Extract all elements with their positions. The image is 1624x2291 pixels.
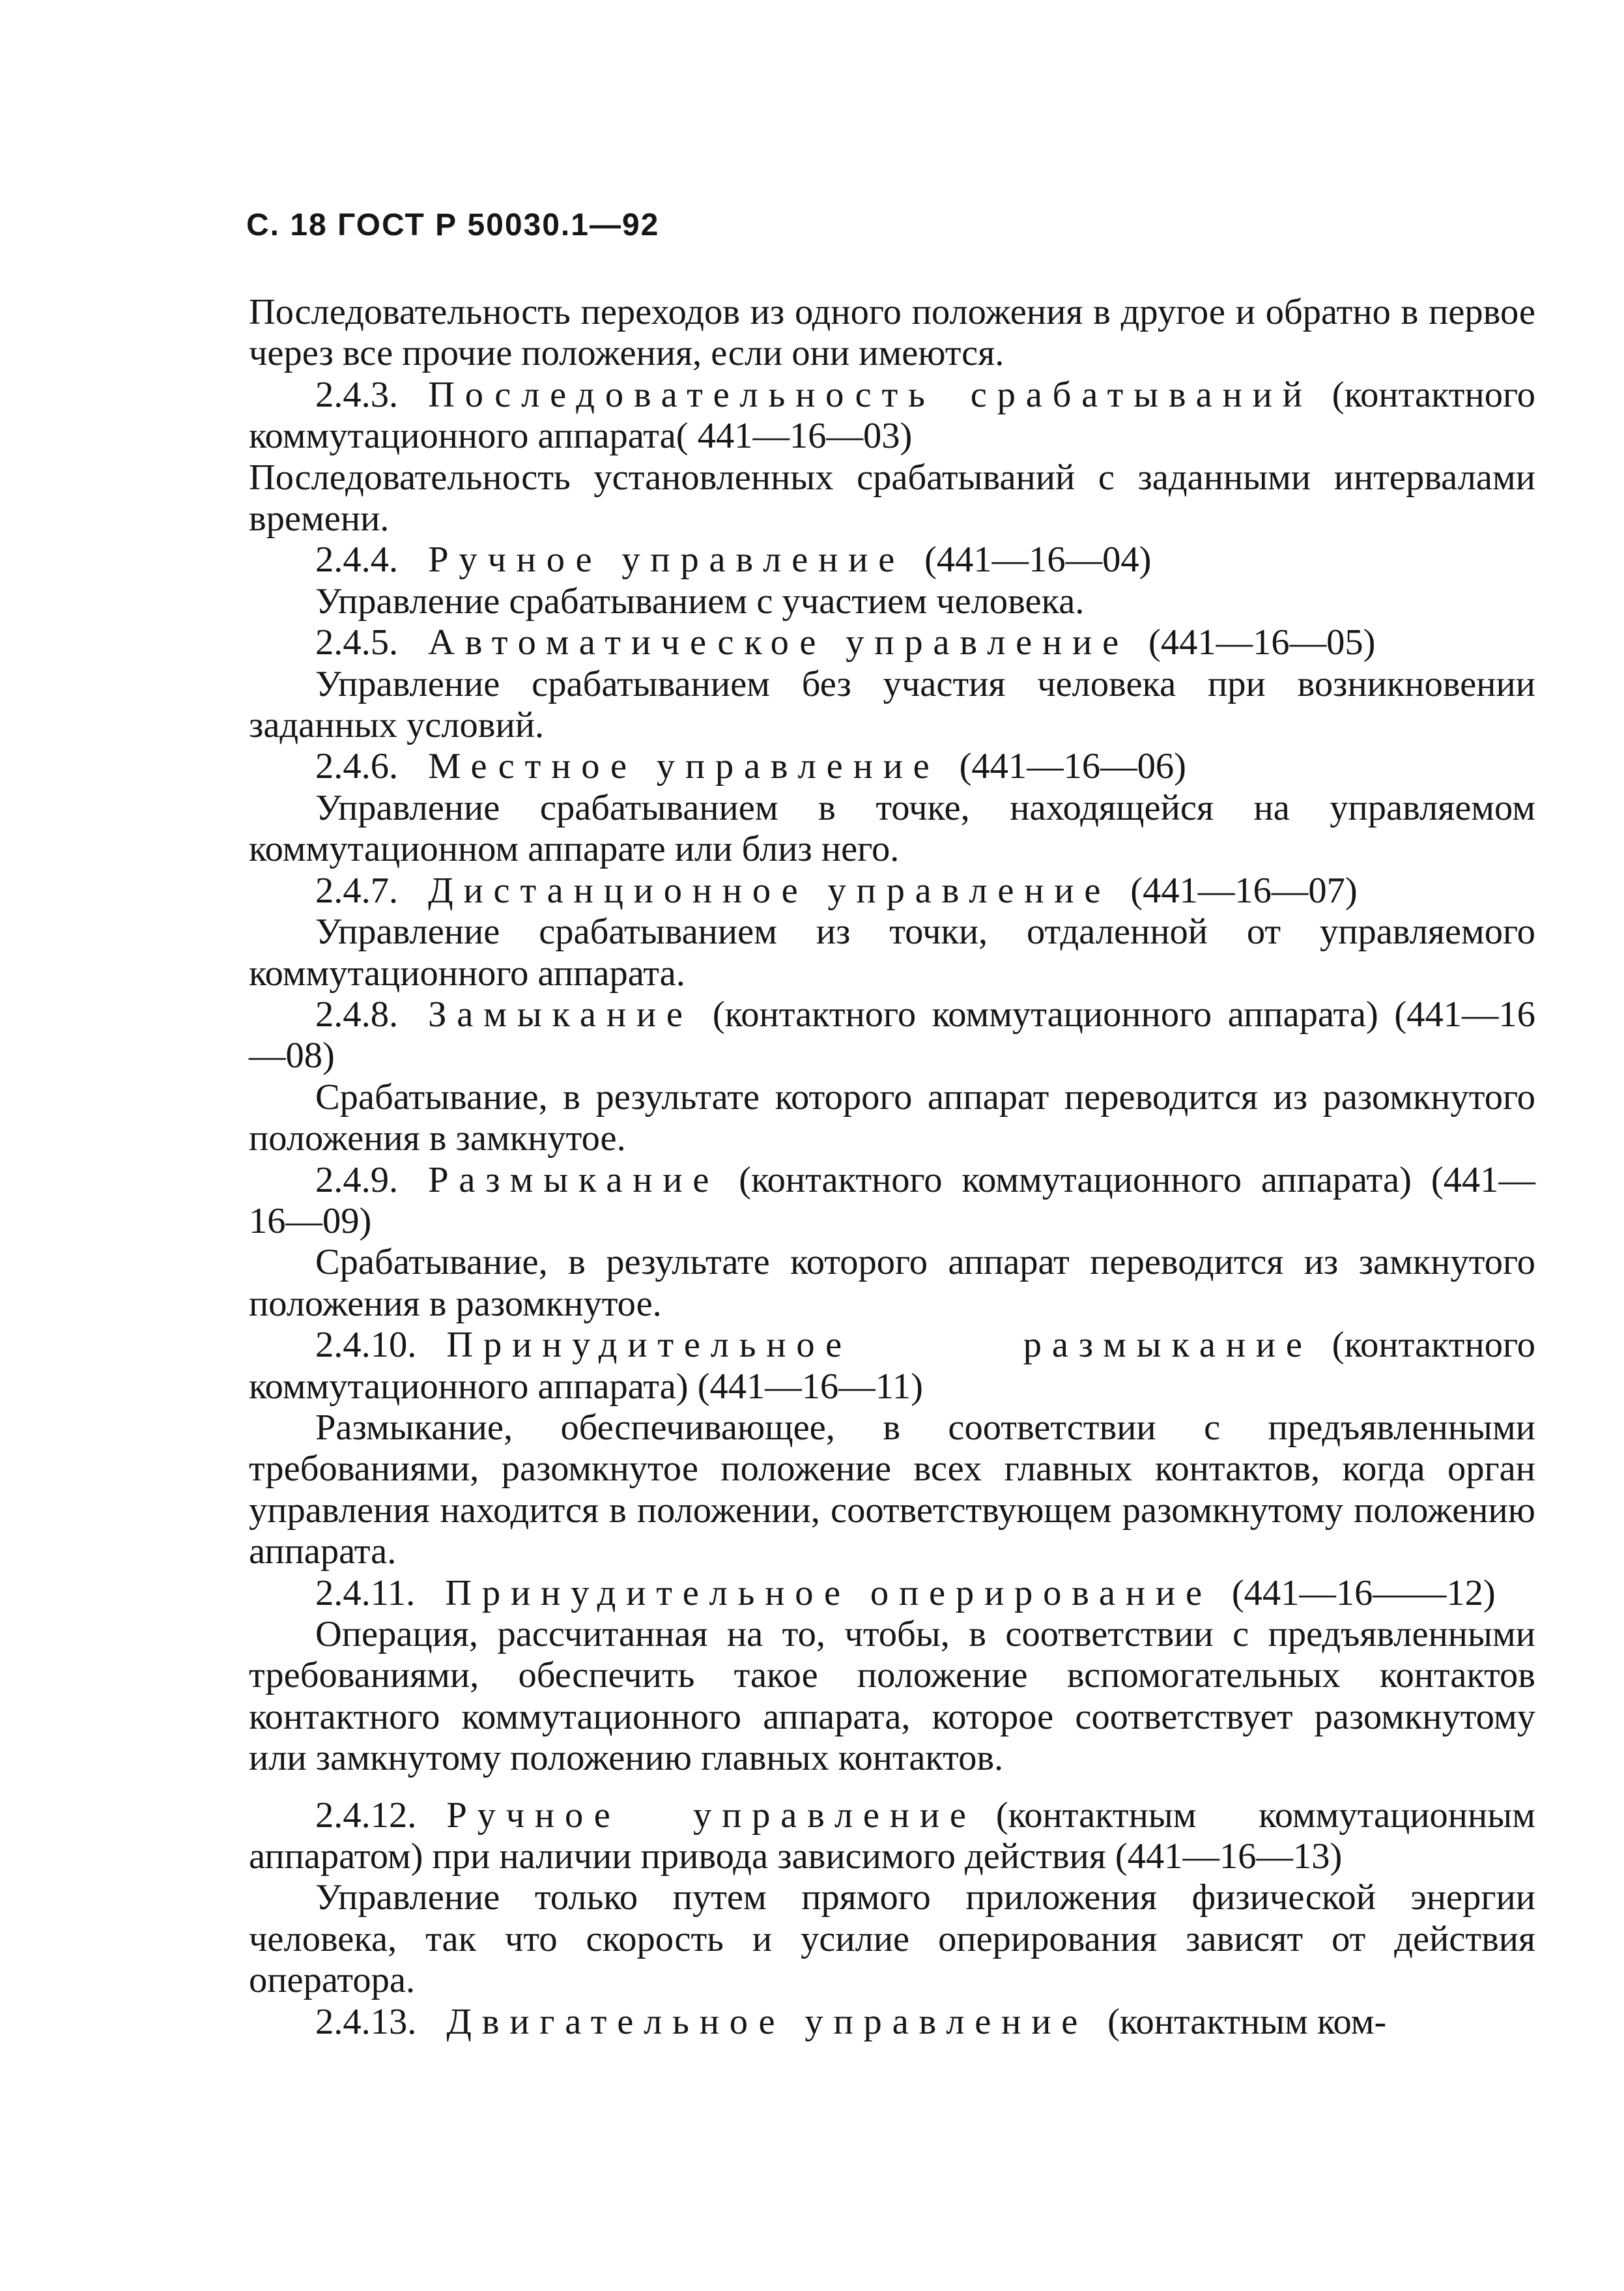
definition-2-4-6: Управление срабатыванием в точке, находящейся на управляемом коммутационном аппарате или близ него. xyxy=(249,787,1535,870)
definition-2-4-12: Управление только путем прямого приложения физической энергии человека, так что скорость и усилие оперирования зависят от действия оператора. xyxy=(249,1877,1535,2001)
clause-number: 2.4.11. xyxy=(315,1572,416,1613)
term-qualifier: (441—16——12) xyxy=(1231,1572,1496,1613)
clause-number: 2.4.4. xyxy=(315,540,399,581)
term-heading-2-4-9 xyxy=(249,1160,1535,1243)
term-name: Ручное управление xyxy=(446,1794,976,1836)
term-qualifier: (контактным коммутационным аппаратом) при наличии привода зависимого действия (441—16—13) xyxy=(249,1794,1535,1877)
term-qualifier: (441—16—07) xyxy=(1130,870,1358,911)
term-name: Автоматическое управление xyxy=(428,622,1129,663)
term-heading-2-4-11 xyxy=(249,1573,1535,1614)
term-heading-2-4-8 xyxy=(249,994,1535,1077)
term-heading-2-4-3 xyxy=(249,375,1535,457)
clause-number: 2.4.3. xyxy=(315,374,399,415)
document-body xyxy=(249,292,1535,2043)
term-name: Двигательное управление xyxy=(446,2001,1089,2042)
clause-number: 2.4.13. xyxy=(315,2001,417,2042)
term-qualifier: (441—16—04) xyxy=(924,540,1152,581)
clause-number: 2.4.9. xyxy=(315,1159,399,1200)
clause-number: 2.4.7. xyxy=(315,870,399,911)
definition-2-4-7: Управление срабатыванием из точки, отдаленной от управляемого коммутационного аппарата. xyxy=(249,912,1535,994)
term-name: Размыкание xyxy=(428,1159,720,1200)
definition-2-4-10: Размыкание, обеспечивающее, в соответствии с предъявленными требованиями, разомкнутое положение всех главных контактов, когда орган управления находится в положении, соответствующем разомкнутому положению аппарата. xyxy=(249,1407,1535,1572)
term-qualifier: (контактного коммутационного аппарата) (441—16—09) xyxy=(249,1159,1535,1241)
definition-2-4-4: Управление срабатыванием с участием человека. xyxy=(315,581,1085,622)
term-heading-2-4-10 xyxy=(249,1325,1535,1407)
term-qualifier: (контактным ком- xyxy=(1107,2001,1387,2042)
term-heading-2-4-13 xyxy=(249,2002,1535,2043)
term-qualifier: (контактного коммутационного аппарата) (441—16—11) xyxy=(249,1325,1535,1407)
clause-number: 2.4.8. xyxy=(315,994,399,1035)
running-header: С. 18 ГОСТ Р 50030.1—92 xyxy=(246,208,660,242)
term-heading-2-4-7 xyxy=(249,871,1535,912)
term-qualifier: (441—16—05) xyxy=(1148,622,1376,663)
term-name: Принудительное оперирование xyxy=(445,1572,1212,1613)
term-name: Местное управление xyxy=(428,746,940,787)
term-qualifier: (441—16—06) xyxy=(959,746,1186,787)
clause-number: 2.4.5. xyxy=(315,622,399,663)
term-name: Замыкание xyxy=(428,994,693,1035)
term-qualifier: (контактного коммутационного аппарата( 441—16—03) xyxy=(249,374,1535,457)
intro-definition: Последовательность переходов из одного положения в другое и обратно в первое через все прочие положения, если они имеются. xyxy=(249,292,1535,374)
definition-2-4-11: Операция, рассчитанная на то, чтобы, в соответствии с предъявленными требованиями, обеспечить такое положение вспомогательных контактов контактного коммутационного аппарата, которое соответствует разомкнутому или замкнутому положению главных контактов. xyxy=(249,1614,1535,1779)
term-heading-2-4-4 xyxy=(249,540,1535,581)
clause-number: 2.4.10. xyxy=(315,1325,417,1366)
term-name: Принудительное размыкание xyxy=(446,1325,1313,1366)
clause-number: 2.4.6. xyxy=(315,746,399,787)
definition-2-4-3: Последовательность установленных срабатываний с заданными интервалами времени. xyxy=(249,457,1535,540)
term-heading-2-4-12 xyxy=(249,1795,1535,1878)
term-qualifier: (контактного коммутационного аппарата) (441—16—08) xyxy=(249,994,1535,1076)
term-heading-2-4-5 xyxy=(249,622,1535,663)
definition-2-4-9: Срабатывание, в результате которого аппарат переводится из замкнутого положения в разомкнутое. xyxy=(249,1242,1535,1324)
definition-2-4-5: Управление срабатыванием без участия человека при возникновении заданных условий. xyxy=(249,663,1535,746)
term-name: Дистанционное управление xyxy=(428,870,1111,911)
clause-number: 2.4.12. xyxy=(315,1794,417,1836)
term-heading-2-4-6 xyxy=(249,746,1535,787)
term-name: Ручное управление xyxy=(428,540,905,581)
definition-2-4-8: Срабатывание, в результате которого аппарат переводится из разомкнутого положения в замкнутое. xyxy=(249,1076,1535,1159)
term-name: Последовательность срабатываний xyxy=(428,374,1313,415)
